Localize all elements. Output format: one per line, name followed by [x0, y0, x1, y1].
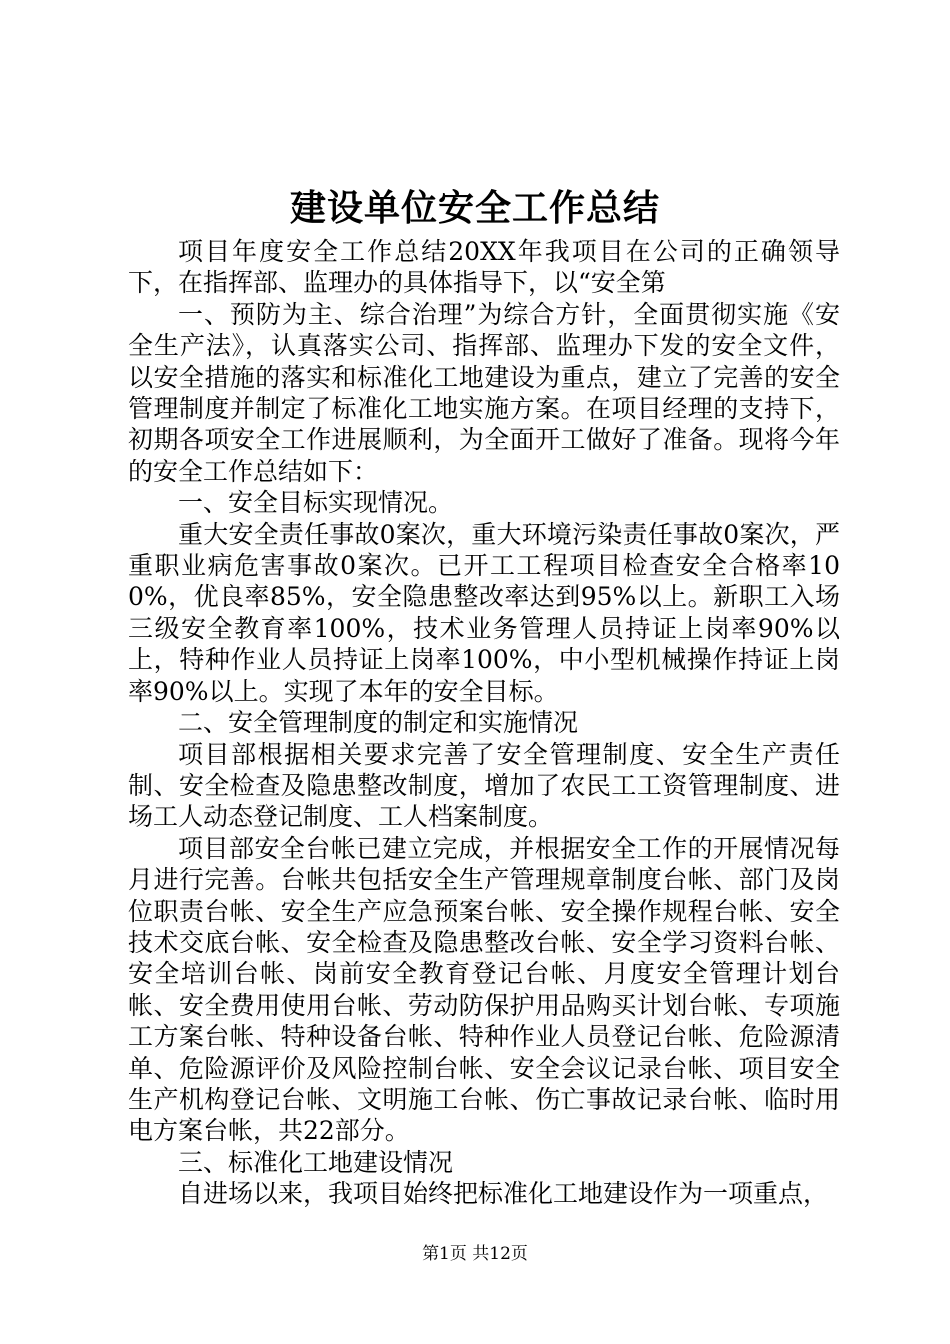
- section-heading-safety-goals: 一、安全目标实现情况。: [178, 488, 454, 518]
- paragraph-standardization: 自进场以来，我项目始终把标准化工地建设作为一项重点，: [178, 1179, 829, 1209]
- paragraph-safety-goals: 重大安全责任事故0案次，重大环境污染责任事故0案次，严重职业病危害事故0案次。已开工工程项目检查安全合格率100%，优良率85%，安全隐患整改率达到95%以上。新职工入场三级安全教育率100%，技术业务管理人员持证上岗率90%以上，特种作业人员持证上岗率100%，中小型机械操作持证上岗率90%以上。实现了本年的安全目标。: [128, 519, 840, 706]
- paragraph-safety-ledger: 项目部安全台帐已建立完成，并根据安全工作的开展情况每月进行完善。台帐共包括安全生产管理规章制度台帐、部门及岗位职责台帐、安全生产应急预案台帐、安全操作规程台帐、安全技术交底台帐、安全检查及隐患整改台帐、安全学习资料台帐、安全培训台帐、岗前安全教育登记台帐、月度安全管理计划台帐、安全费用使用台帐、劳动防保护用品购买计划台帐、专项施工方案台帐、特种设备台帐、特种作业人员登记台帐、危险源清单、危险源评价及风险控制台帐、安全会议记录台帐、项目安全生产机构登记台帐、文明施工台帐、伤亡事故记录台帐、临时用电方案台帐，共22部分。: [128, 833, 840, 1146]
- section-heading-standardization: 三、标准化工地建设情况: [178, 1147, 454, 1177]
- document-body: [128, 206, 840, 1210]
- paragraph-intro: 项目年度安全工作总结20XX年我项目在公司的正确领导下，在指挥部、监理办的具体指导下，以“安全第: [128, 237, 840, 298]
- paragraph-policy: 一、预防为主、综合治理”为综合方针，全面贯彻实施《安全生产法》，认真落实公司、指挥部、监理办下发的安全文件，以安全措施的落实和标准化工地建设为重点，建立了完善的安全管理制度并制定了标准化工地实施方案。在项目经理的支持下，初期各项安全工作进展顺利，为全面开工做好了准备。现将今年的安全工作总结如下：: [128, 299, 840, 486]
- paragraph-management-system: 项目部根据相关要求完善了安全管理制度、安全生产责任制、安全检查及隐患整改制度，增加了农民工工资管理制度、进场工人动态登记制度、工人档案制度。: [128, 739, 840, 832]
- section-heading-management-system: 二、安全管理制度的制定和实施情况: [178, 708, 579, 738]
- document-title: 建设单位安全工作总结: [289, 187, 660, 229]
- page-number-footer: 第1页 共12页: [422, 1244, 528, 1264]
